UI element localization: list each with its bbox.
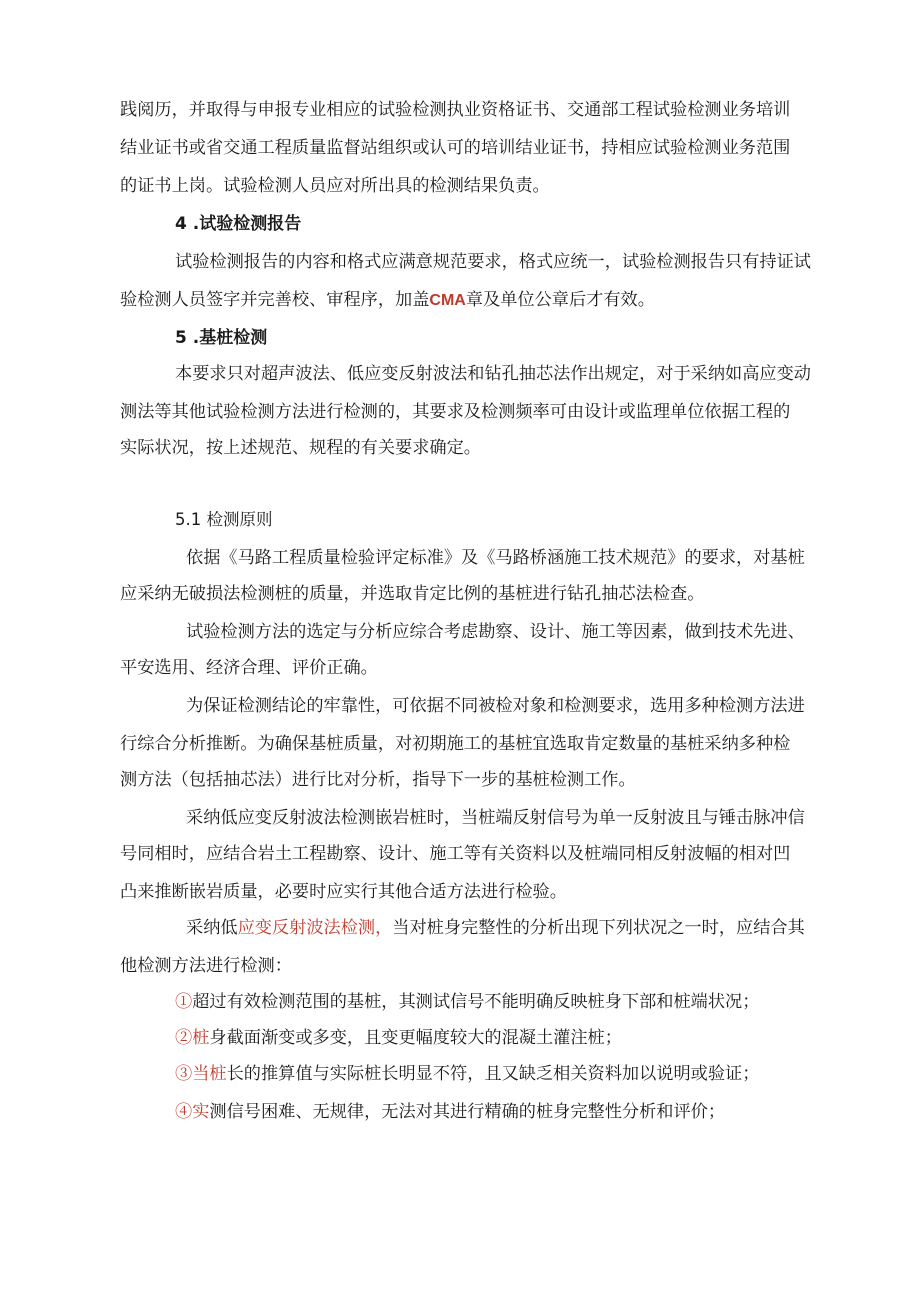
body-line: 践阅历，并取得与申报专业相应的试验检测执业资格证书、交通部工程试验检测业务培训 bbox=[120, 100, 791, 120]
cma-mark: CMA bbox=[429, 292, 466, 309]
body-line: 采纳低应变反射波法检测嵌岩桩时，当桩端反射信号为单一反射波且与锤击脉冲信 bbox=[186, 808, 805, 828]
text-run: 章及单位公章后才有效。 bbox=[465, 290, 655, 310]
section-heading: 4 .试验检测报告 bbox=[175, 214, 302, 234]
text-run: 测信号困难、无规律，无法对其进行精确的桩身完整性分析和评价； bbox=[209, 1102, 726, 1122]
body-line: 依据《马路工程质量检验评定标准》及《马路桥涵施工技术规范》的要求，对基桩 bbox=[186, 548, 805, 568]
body-line: 实际状况，按上述规范、规程的有关要求确定。 bbox=[120, 438, 481, 458]
list-marker: ① bbox=[175, 992, 193, 1012]
text-run: 采纳低 bbox=[186, 918, 238, 938]
subsection-heading: 5.1 检测原则 bbox=[175, 510, 273, 529]
body-line: 他检测方法进行检测： bbox=[120, 956, 292, 976]
list-item bbox=[175, 1100, 725, 1124]
body-line: 应采纳无破损法检测桩的质量，并选取肯定比例的基桩进行钻孔抽芯法检查。 bbox=[120, 584, 705, 604]
body-line bbox=[120, 288, 655, 313]
section-heading: 5 .基桩检测 bbox=[175, 328, 268, 348]
body-line: 本要求只对超声波法、低应变反射波法和钻孔抽芯法作出规定，对于采纳如高应变动 bbox=[175, 364, 811, 384]
list-marker: ②桩 bbox=[175, 1028, 210, 1048]
list-marker: ③当桩 bbox=[175, 1064, 227, 1084]
list-item bbox=[175, 1026, 622, 1050]
text-run: 身截面渐变或多变，且变更幅度较大的混凝土灌注桩； bbox=[209, 1028, 622, 1048]
body-line: 试验检测报告的内容和格式应满意规范要求，格式应统一，试验检测报告只有持证试 bbox=[175, 252, 811, 272]
body-line bbox=[186, 916, 805, 940]
list-marker: ④实 bbox=[175, 1102, 210, 1122]
body-line: 平安选用、经济合理、评价正确。 bbox=[120, 658, 378, 678]
body-line: 的证书上岗。试验检测人员应对所出具的检测结果负责。 bbox=[120, 176, 550, 196]
list-item bbox=[175, 1062, 759, 1086]
list-item bbox=[175, 990, 759, 1014]
body-line: 结业证书或省交通工程质量监督站组织或认可的培训结业证书，持相应试验检测业务范围 bbox=[120, 138, 791, 158]
body-line: 试验检测方法的选定与分析应综合考虑勘察、设计、施工等因素，做到技术先进、 bbox=[186, 622, 805, 642]
text-run: 长的推算值与实际桩长明显不符，且又缺乏相关资料加以说明或验证； bbox=[226, 1064, 760, 1084]
body-line: 行综合分析推断。为确保基桩质量，对初期施工的基桩宜选取肯定数量的基桩采纳多种检 bbox=[120, 734, 791, 754]
body-line: 为保证检测结论的牢靠性，可依据不同被检对象和检测要求，选用多种检测方法进 bbox=[186, 696, 805, 716]
text-run: 当对桩身完整性的分析出现下列状况之一时，应结合其 bbox=[392, 918, 805, 938]
body-line: 测方法（包括抽芯法）进行比对分析，指导下一步的基桩检测工作。 bbox=[120, 770, 636, 790]
body-line: 号同相时，应结合岩土工程勘察、设计、施工等有关资料以及桩端同相反射波幅的相对凹 bbox=[120, 844, 791, 864]
text-run: 验检测人员签字并完善校、审程序，加盖 bbox=[120, 290, 430, 310]
highlighted-text: 应变反射波法检测， bbox=[237, 918, 393, 938]
body-line: 测法等其他试验检测方法进行检测的，其要求及检测频率可由设计或监理单位依据工程的 bbox=[120, 402, 791, 422]
text-run: 超过有效检测范围的基桩，其测试信号不能明确反映桩身下部和桩端状况； bbox=[192, 992, 760, 1012]
body-line: 凸来推断嵌岩质量，必要时应实行其他合适方法进行检验。 bbox=[120, 882, 567, 902]
